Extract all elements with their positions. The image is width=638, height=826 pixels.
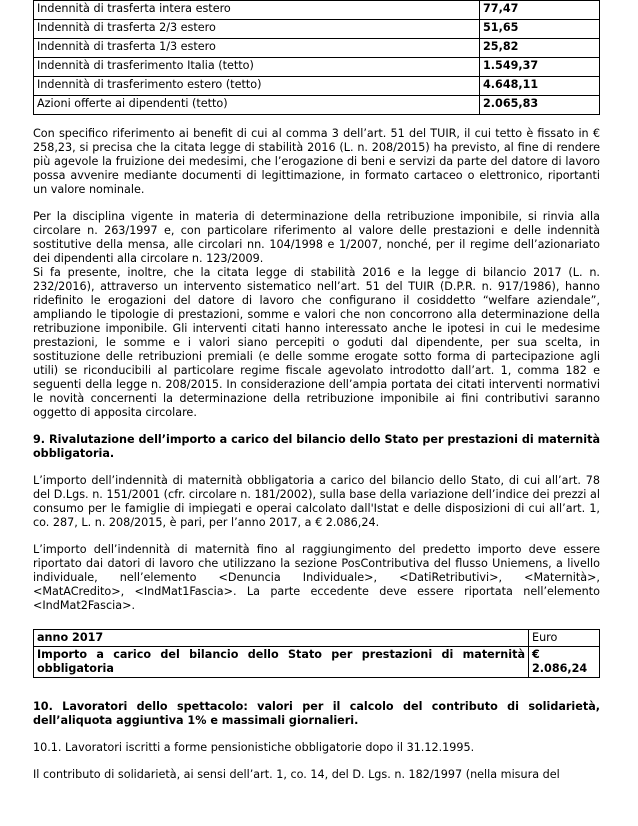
section-10-1-title: 10.1. Lavoratori iscritti a forme pensionistiche obbligatorie dopo il 31.12.1995. — [33, 741, 475, 754]
maternity-amount-table — [33, 629, 600, 678]
benefit-paragraph: Con specifico riferimento ai benefit di cui al comma 3 dell’art. 51 del TUIR, il cui tetto è fissato in € 258,23, si precisa che la citata legge di stabilità 2016 (L. n. 208/2015) ha previsto, al fine di rendere più agevole la fruizione dei medesimi, che l’erogazione di beni e servizi da parte del datore di lavoro possa avvenire mediante documenti di legittimazione, in formato cartaceo o elettronico, riportanti un valore nominale. — [33, 127, 600, 196]
taxable-pay-paragraph: Per la disciplina vigente in materia di determinazione della retribuzione imponibile, si rinvia alla circolare n. 263/1997 e, con particolare riferimento al valore delle prestazioni e delle indennità sostitutive della mensa, alle circolari nn. 104/1998 e 1/2007, nonché, per il regime dell’azionariato dei dipendenti alla circolare n. 123/2009. — [33, 210, 600, 265]
uniemens-paragraph: L’importo dell’indennità di maternità fino al raggiungimento del predetto importo deve essere riportato dai datori di lavoro che utilizzano la sezione PosContributiva del flusso Uniemens, a livello individuale, nell’elemento <Denuncia Individuale>, <DatiRetributivi>, <Maternità>, <MatACredito>, <IndMat1Fascia>. La parte eccedente deve essere riportata nell’elemento <IndMat2Fascia>. — [33, 543, 600, 612]
row-value: 2.065,83 — [480, 96, 600, 115]
section-10-heading: 10. Lavoratori dello spettacolo: valori per il calcolo del contributo di solidarietà, dell’aliquota aggiuntiva 1% e massimali giornalieri. — [33, 700, 600, 727]
table-row — [34, 39, 600, 58]
welfare-paragraph: Si fa presente, inoltre, che la citata legge di stabilità 2016 e la legge di bilancio 2017 (L. n. 232/2016), attraverso un intervento sistematico nell’art. 51 del TUIR (D.P.R. n. 917/1986), hanno ridefinito le erogazioni del datore di lavoro che configurano il cosiddetto “welfare aziendale”, ampliando le tipologie di prestazioni, somme e valori che non concorrono alla determinazione della retribuzione imponibile. Gli interventi citati hanno interessato anche le ipotesi in cui le medesime prestazioni, le somme e i valori siano percepiti o goduti dal dipendente, per sua scelta, in sostituzione delle retribuzioni premiali (e delle somme erogate sotto forma di partecipazione agli utili) se riconducibili al particolare regime fiscale agevolato introdotto dall’art. 1, comma 182 e seguenti della legge n. 208/2015. In considerazione dell’ampia portata dei citati interventi normativi le novità concernenti la determinazione della retribuzione imponibile ai fini contributivi saranno oggetto di apposita circolare. — [33, 266, 600, 419]
benefit-ceilings-table — [33, 0, 600, 115]
table-row — [34, 77, 600, 96]
row-label: Indennità di trasferta intera estero — [34, 1, 480, 20]
table-row — [34, 96, 600, 115]
table-row — [34, 647, 600, 678]
amount-label-cell: Importo a carico del bilancio dello Stato per prestazioni di maternità obbligatoria — [34, 647, 529, 678]
row-label: Azioni offerte ai dipendenti (tetto) — [34, 96, 480, 115]
amount-value-cell: € 2.086,24 — [529, 647, 600, 678]
table-row — [34, 20, 600, 39]
document-page — [33, 0, 600, 782]
section-9-heading: 9. Rivalutazione dell’importo a carico del bilancio dello Stato per prestazioni di maternità obbligatoria. — [33, 433, 600, 460]
currency-cell: Euro — [529, 630, 600, 647]
table-row — [34, 58, 600, 77]
row-label: Indennità di trasferimento estero (tetto) — [34, 77, 480, 96]
row-value: 51,65 — [480, 20, 600, 39]
maternity-amount-paragraph: L’importo dell’indennità di maternità obbligatoria a carico del bilancio dello Stato, di cui all’art. 78 del D.Lgs. n. 151/2001 (cfr. circolare n. 181/2002), sulla base della variazione dell’indice dei prezzi al consumo per le famiglie di impiegati e operai calcolato dall'Istat e delle disposizioni di cui all’art. 1, co. 287, L. n. 208/2015, è pari, per l’anno 2017, a € 2.086,24. — [33, 474, 600, 529]
year-cell: anno 2017 — [34, 630, 529, 647]
row-value: 77,47 — [480, 1, 600, 20]
row-label: Indennità di trasferta 2/3 estero — [34, 20, 480, 39]
row-label: Indennità di trasferimento Italia (tetto) — [34, 58, 480, 77]
solidarity-contribution-paragraph: Il contributo di solidarietà, ai sensi dell’art. 1, co. 14, del D. Lgs. n. 182/1997 (nella misura del — [33, 768, 560, 781]
table-row — [34, 1, 600, 20]
row-label: Indennità di trasferta 1/3 estero — [34, 39, 480, 58]
row-value: 25,82 — [480, 39, 600, 58]
row-value: 1.549,37 — [480, 58, 600, 77]
table-row — [34, 630, 600, 647]
row-value: 4.648,11 — [480, 77, 600, 96]
